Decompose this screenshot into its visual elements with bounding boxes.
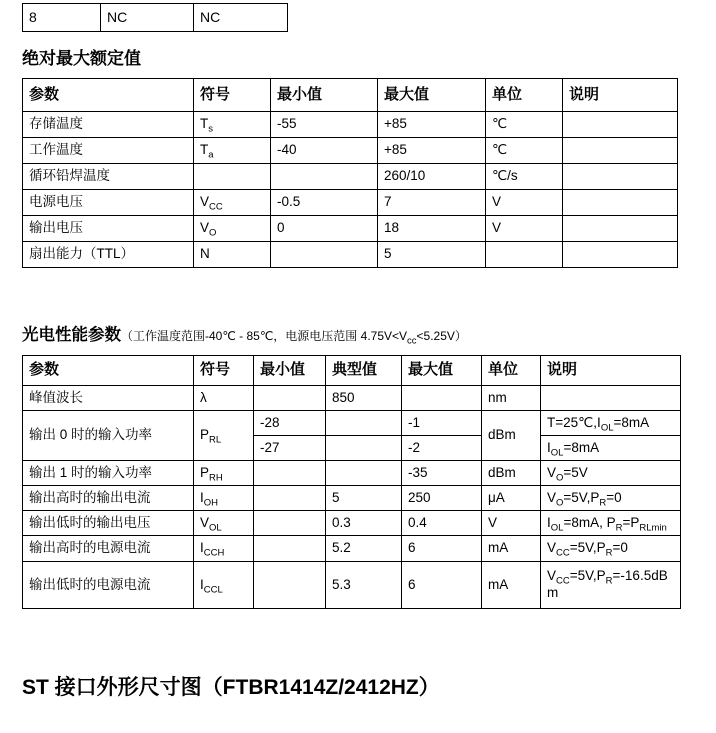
table-cell: $V_O=5V,P_R=0$ <box>541 486 681 511</box>
table-cell: $I_{OH}$ <box>194 486 254 511</box>
table-cell <box>563 138 678 164</box>
table-cell <box>254 461 326 486</box>
table-cell: N <box>194 242 271 268</box>
table-cell <box>254 562 326 609</box>
table-cell: 工作温度 <box>23 138 194 164</box>
table-cell: $V_O=5V$ <box>541 461 681 486</box>
table-cell: 输出高时的输出电流 <box>23 486 194 511</box>
table-cell: λ <box>194 386 254 411</box>
table-cell: 250 <box>402 486 482 511</box>
abs-max-ratings-table <box>22 78 678 268</box>
table-cell: 6 <box>402 562 482 609</box>
table-cell: 6 <box>402 536 482 562</box>
table-cell: 260/10 <box>378 164 486 190</box>
column-header: 符号 <box>194 79 271 112</box>
table-cell: 输出低时的电源电流 <box>23 562 194 609</box>
table-cell: 5.3 <box>326 562 402 609</box>
column-header: 最小值 <box>254 356 326 386</box>
table-cell: 8 <box>23 4 101 32</box>
table-cell: 峰值波长 <box>23 386 194 411</box>
table-cell: 输出电压 <box>23 216 194 242</box>
table-cell: 存储温度 <box>23 112 194 138</box>
opto-params-title: 光电性能参数 <box>22 326 121 344</box>
table-cell: +85 <box>378 138 486 164</box>
table-cell: -27 <box>254 436 326 461</box>
table-cell <box>271 164 378 190</box>
table-cell: $I_{CCL}$ <box>194 562 254 609</box>
table-cell <box>563 216 678 242</box>
table-row <box>23 486 681 511</box>
table-cell: ℃ <box>486 138 563 164</box>
table-header-row <box>23 356 681 386</box>
table-cell <box>254 486 326 511</box>
table-cell: nm <box>482 386 541 411</box>
column-header: 参数 <box>23 356 194 386</box>
table-cell: $T_a$ <box>194 138 271 164</box>
table-cell: 循环铅焊温度 <box>23 164 194 190</box>
table-row <box>23 461 681 486</box>
table-cell: 电源电压 <box>23 190 194 216</box>
table-row <box>23 411 681 436</box>
table-row <box>23 4 288 32</box>
table-cell: +85 <box>378 112 486 138</box>
table-cell: 18 <box>378 216 486 242</box>
table-cell: -40 <box>271 138 378 164</box>
table-cell: NC <box>194 4 288 32</box>
table-cell <box>563 112 678 138</box>
table-cell: dBm <box>482 411 541 461</box>
table-cell: $V_{CC}=5V,P_R=0$ <box>541 536 681 562</box>
table-cell: 输出 0 时的输入功率 <box>23 411 194 461</box>
opto-params-heading <box>22 325 716 346</box>
table-cell: $V_O$ <box>194 216 271 242</box>
abs-max-ratings-title: 绝对最大额定值 <box>22 49 141 68</box>
column-header: 说明 <box>563 79 678 112</box>
table-cell <box>254 536 326 562</box>
table-cell <box>486 242 563 268</box>
table-cell: -35 <box>402 461 482 486</box>
table-row <box>23 511 681 536</box>
table-cell: mA <box>482 562 541 609</box>
table-cell <box>254 511 326 536</box>
column-header: 典型值 <box>326 356 402 386</box>
table-cell: -55 <box>271 112 378 138</box>
table-cell: $P_{RL}$ <box>194 411 254 461</box>
st-outline-title: ST 接口外形尺寸图（FTBR1414Z/2412HZ） <box>22 676 440 699</box>
table-cell: $T_s$ <box>194 112 271 138</box>
column-header: 最大值 <box>378 79 486 112</box>
table-cell: ℃ <box>486 112 563 138</box>
table-cell: 5 <box>326 486 402 511</box>
table-cell: $P_{RH}$ <box>194 461 254 486</box>
column-header: 单位 <box>482 356 541 386</box>
column-header: 最大值 <box>402 356 482 386</box>
table-cell: mA <box>482 536 541 562</box>
table-cell: 输出高时的电源电流 <box>23 536 194 562</box>
table-row <box>23 536 681 562</box>
table-cell: -1 <box>402 411 482 436</box>
table-cell: dBm <box>482 461 541 486</box>
table-cell: -0.5 <box>271 190 378 216</box>
table-cell <box>563 164 678 190</box>
column-header: 单位 <box>486 79 563 112</box>
opto-params-table <box>22 355 681 609</box>
table-row <box>23 164 678 190</box>
table-row <box>23 562 681 609</box>
table-cell: 输出低时的输出电压 <box>23 511 194 536</box>
table-cell: V <box>482 511 541 536</box>
table-cell: -2 <box>402 436 482 461</box>
table-cell: 0.4 <box>402 511 482 536</box>
table-cell: $I_{CCH}$ <box>194 536 254 562</box>
table-cell: 5 <box>378 242 486 268</box>
table-cell: 5.2 <box>326 536 402 562</box>
table-row <box>23 190 678 216</box>
table-cell: 扇出能力（TTL） <box>23 242 194 268</box>
table-cell <box>541 386 681 411</box>
table-row <box>23 216 678 242</box>
table-cell: $V_{CC}$ <box>194 190 271 216</box>
table-cell: μA <box>482 486 541 511</box>
pin-table-fragment <box>22 3 288 32</box>
table-row <box>23 112 678 138</box>
table-cell: $I_{OL}=8mA$, $P_R=P_{RLmin}$ <box>541 511 681 536</box>
table-cell <box>402 386 482 411</box>
table-row <box>23 138 678 164</box>
table-cell <box>194 164 271 190</box>
table-cell <box>326 461 402 486</box>
table-cell: V <box>486 190 563 216</box>
table-cell: -28 <box>254 411 326 436</box>
table-cell <box>326 436 402 461</box>
table-cell: 850 <box>326 386 402 411</box>
table-cell: 输出 1 时的输入功率 <box>23 461 194 486</box>
opto-params-conditions: （工作温度范围-40℃ - 85℃，电源电压范围 $4.75V<V_{cc}<5.25V$） <box>121 329 467 347</box>
table-row <box>23 386 681 411</box>
table-cell <box>254 386 326 411</box>
table-cell: 0 <box>271 216 378 242</box>
table-header-row <box>23 79 678 112</box>
column-header: 参数 <box>23 79 194 112</box>
column-header: 最小值 <box>271 79 378 112</box>
table-cell: $I_{OL}=8mA$ <box>541 436 681 461</box>
table-cell: 0.3 <box>326 511 402 536</box>
table-cell: NC <box>101 4 194 32</box>
table-cell: $V_{CC}=5V,P_R=-16.5dB$ m <box>541 562 681 609</box>
table-cell <box>271 242 378 268</box>
table-cell: $V_{OL}$ <box>194 511 254 536</box>
table-cell <box>563 190 678 216</box>
column-header: 说明 <box>541 356 681 386</box>
column-header: 符号 <box>194 356 254 386</box>
table-cell <box>326 411 402 436</box>
table-row <box>23 242 678 268</box>
table-cell: V <box>486 216 563 242</box>
table-cell <box>563 242 678 268</box>
table-cell: ℃/s <box>486 164 563 190</box>
table-cell: $T=25℃,I_{OL}=8mA$ <box>541 411 681 436</box>
table-cell: 7 <box>378 190 486 216</box>
